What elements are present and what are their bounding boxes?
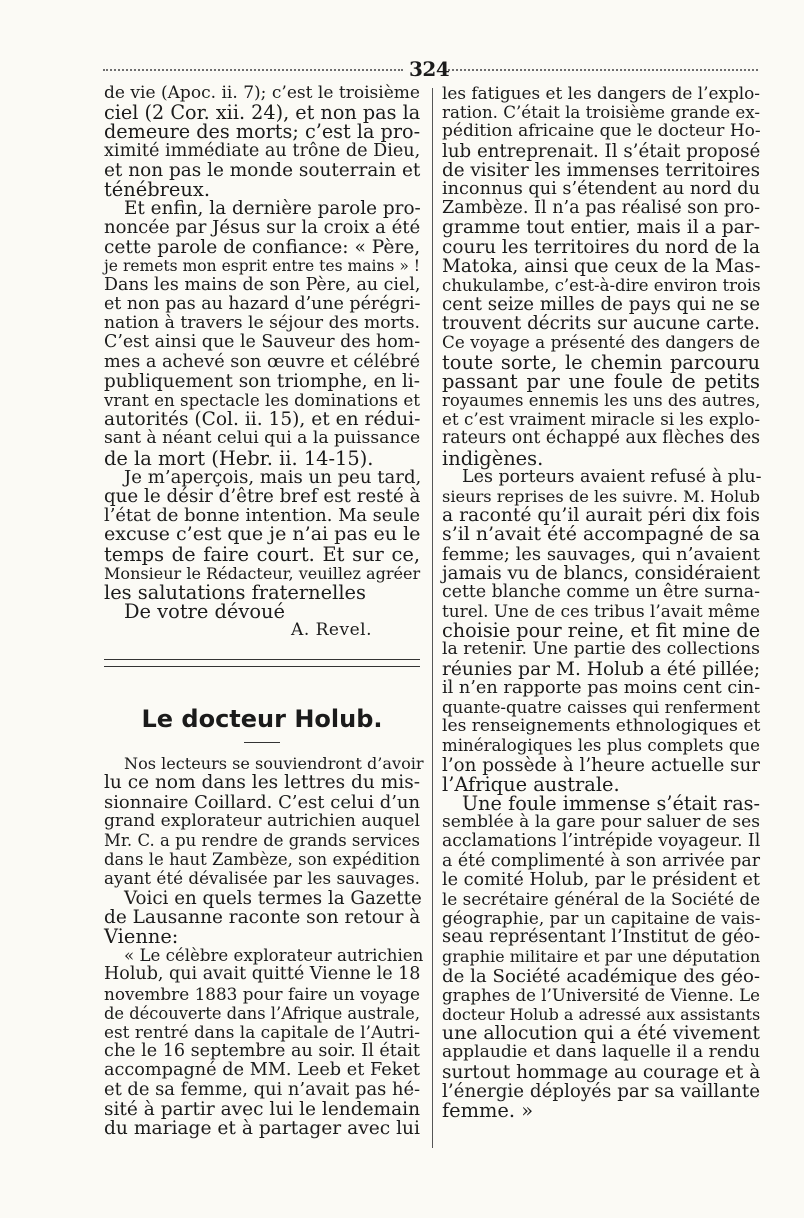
text-line: Je m’aperçois, mais un peu tard, — [124, 466, 422, 488]
text-line: trouvent décrits sur aucune carte. — [442, 313, 760, 335]
text-line: les fatigues et les dangers de l’explo- — [442, 83, 760, 103]
header-rule-right — [448, 69, 758, 71]
text-line: Et enfin, la dernière parole pro- — [124, 198, 421, 220]
text-line: ténébreux. — [104, 177, 210, 201]
text-line: est rentré dans la capitale de l’Autri- — [104, 1021, 420, 1042]
text-line: le secrétaire général de la Société de — [442, 888, 761, 909]
text-line: sieurs reprises de les suivre. M. Holub — [442, 486, 760, 506]
text-line: il n’en rapporte pas moins cent cin- — [442, 677, 761, 698]
text-line: choisie pour reine, et fit mine de — [442, 619, 761, 643]
text-line: a été complimenté à son arrivée par — [442, 850, 760, 871]
text-line: les renseignements ethnologiques et — [442, 716, 761, 737]
page-header — [103, 57, 758, 81]
text-line: je remets mon esprit entre tes mains » ! — [104, 256, 420, 275]
text-line: pédition africaine que le docteur Ho- — [442, 121, 761, 142]
text-line: lub entreprenait. Il s’était proposé — [442, 140, 761, 162]
section-separator — [104, 666, 420, 667]
article-body — [104, 754, 424, 1139]
text-line: femme; les sauvages, qui n’avaient — [442, 543, 760, 565]
text-line: l’énergie déployés par sa vaillante — [442, 1080, 760, 1102]
page-number: 324 — [409, 57, 450, 81]
right-column — [442, 84, 760, 1120]
text-line: Vienne: — [104, 924, 179, 948]
text-line: Ce voyage a présenté des dangers de — [442, 332, 760, 353]
text-line: « Le célèbre explorateur autrichien — [124, 946, 424, 966]
text-line: de la Société académique des géo- — [442, 965, 760, 987]
text-line: une allocution qui a été vivement — [442, 1023, 760, 1045]
text-line: turel. Une de ces tribus l’avait même — [442, 601, 761, 622]
text-line: ayant été dévalisée par les sauvages. — [104, 868, 420, 889]
text-line: passant par une foule de petits — [442, 369, 760, 393]
text-line: de Lausanne raconte son retour à — [104, 906, 421, 928]
text-line: mes a achevé son œuvre et célébré — [104, 351, 421, 372]
text-line: Mr. C. a pu rendre de grands services — [104, 831, 420, 850]
text-line: cette blanche comme un être surna- — [442, 581, 760, 602]
text-line: l’on possède à l’heure actuelle sur — [442, 754, 760, 776]
text-line: Une foule immense s’était ras- — [462, 791, 760, 815]
text-line: et c’est vraiment miracle si les explo- — [442, 409, 760, 430]
text-line: semblée à la gare pour saluer de ses — [442, 812, 760, 833]
text-line: Voici en quels termes la Gazette — [124, 887, 422, 909]
text-line: temps de faire court. Et sur ce, — [104, 542, 420, 566]
text-line: novembre 1883 pour faire un voyage — [104, 983, 420, 1004]
text-line: surtout hommage au courage et à — [442, 1061, 761, 1083]
text-line: de visiter les immenses territoires — [442, 159, 760, 181]
text-line: du mariage et à partager avec lui — [104, 1117, 420, 1139]
text-line: le comité Holub, par le président et — [442, 869, 760, 890]
text-line: indigènes. — [442, 446, 544, 470]
text-line: toute sorte, le chemin parcouru — [442, 350, 760, 374]
text-line: ration. C’était la troisième grande ex- — [442, 103, 761, 123]
text-line: De votre dévoué — [124, 600, 285, 624]
text-line: Nos lecteurs se souviendront d’avoir — [124, 754, 424, 774]
text-line: de découverte dans l’Afrique australe, — [104, 1003, 420, 1023]
text-line: Zambèze. Il n’a pas réalisé son pro- — [442, 198, 761, 219]
text-line: la retenir. Une partie des collections — [442, 639, 760, 660]
text-line: sionnaire Coillard. C’est celui d’un — [104, 791, 420, 813]
text-line: ciel (2 Cor. xii. 24), et non pas la — [104, 101, 421, 125]
article-title: Le docteur Holub. — [141, 705, 383, 734]
text-line: a raconté qu’il aurait péri dix fois — [442, 505, 760, 527]
text-line: et de sa femme, qui n’avait pas hé- — [104, 1079, 421, 1101]
letter-ending — [104, 84, 420, 643]
text-line: che le 16 septembre au soir. Il était — [104, 1041, 420, 1062]
text-line: noncée par Jésus sur la croix a été — [104, 217, 421, 239]
text-line: jamais vu de blancs, considéraient — [442, 562, 761, 584]
text-line: quante-quatre caisses qui renferment — [442, 698, 760, 717]
text-line: chukulambe, c’est-à-dire environ trois — [442, 275, 761, 295]
text-line: C’est ainsi que le Sauveur des hom- — [104, 332, 421, 353]
text-line: et non pas au hazard d’une pérégri- — [104, 294, 421, 315]
text-line: inconnus qui s’étendent au nord du — [442, 178, 760, 199]
text-line: Holub, qui avait quitté Vienne le 18 — [104, 964, 421, 985]
text-line: publiquement son triomphe, en li- — [104, 370, 420, 392]
text-line: s’il n’avait été accompagné de sa — [442, 523, 760, 546]
text-line: dans le haut Zambèze, son expédition — [104, 850, 420, 870]
text-line: ximité immédiate au trône de Dieu, — [104, 140, 421, 161]
text-line: de vie (Apoc. ii. 7); c’est le troisième — [104, 83, 420, 103]
left-column — [104, 83, 424, 1139]
text-line: et non pas le monde souterrain et — [104, 159, 421, 181]
text-line: acclamations l’intrépide voyageur. Il — [442, 831, 761, 852]
text-line: minéralogiques les plus complets que — [442, 736, 760, 756]
text-line: l’état de bonne intention. Ma seule — [104, 505, 421, 527]
text-line: royaumes ennemis les uns des autres, — [442, 391, 761, 410]
text-line: sité à partir avec lui le lendemain — [104, 1098, 420, 1120]
text-line: les salutations fraternelles — [104, 580, 366, 604]
text-line: docteur Holub a adressé aux assistants — [442, 1005, 761, 1024]
text-line: de la mort (Hebr. ii. 14-15). — [104, 446, 374, 470]
text-line: graphes de l’Université de Vienne. Le — [442, 985, 760, 1005]
column-divider — [432, 88, 433, 1148]
text-line: vrant en spectacle les dominations et — [104, 390, 420, 410]
text-line: graphie militaire et par une députation — [442, 947, 761, 967]
section-separator — [104, 659, 420, 660]
text-line: géographie, par un capitaine de vais- — [442, 908, 761, 929]
text-line: gramme tout entier, mais il a par- — [442, 217, 760, 239]
text-line: l’Afrique australe. — [442, 772, 620, 796]
text-line: Les porteurs avaient refusé à plu- — [462, 466, 762, 487]
text-line: seau représentant l’Institut de géo- — [442, 927, 761, 948]
text-line: autorités (Col. ii. 15), et en rédui- — [104, 409, 421, 431]
text-line: excuse c’est que je n’ai pas eu le — [104, 523, 421, 546]
text-line: rateurs ont échappé aux flèches des — [442, 428, 761, 449]
text-line: réunies par M. Holub a été pillée; — [442, 658, 761, 680]
text-line: Monsieur le Rédacteur, veuillez agréer — [104, 563, 421, 583]
text-line: sant à néant celui qui a la puissance — [104, 428, 421, 449]
title-dash — [244, 742, 280, 743]
text-line: accompagné de MM. Leeb et Feket — [104, 1060, 420, 1081]
text-line: cent seize milles de pays qui ne se — [442, 294, 760, 316]
text-line: Matoka, ainsi que ceux de la Mas- — [442, 255, 761, 277]
text-line: grand explorateur autrichien auquel — [104, 810, 420, 831]
text-line: couru les territoires du nord de la — [442, 236, 761, 258]
text-line: applaudie et dans laquelle il a rendu — [442, 1042, 760, 1063]
header-rule-left — [103, 69, 403, 71]
text-line: femme. » — [442, 1098, 534, 1122]
text-line: demeure des morts; c’est la pro- — [104, 120, 421, 144]
signature: A. Revel. — [291, 620, 372, 641]
text-line: nation à travers le séjour des morts. — [104, 313, 420, 334]
text-line: cette parole de confiance: « Père, — [104, 236, 421, 258]
text-line: que le désir d’être bref est resté à — [104, 485, 421, 507]
text-line: Dans les mains de son Père, au ciel, — [104, 274, 421, 295]
text-line: lu ce nom dans les lettres du mis- — [104, 772, 420, 794]
